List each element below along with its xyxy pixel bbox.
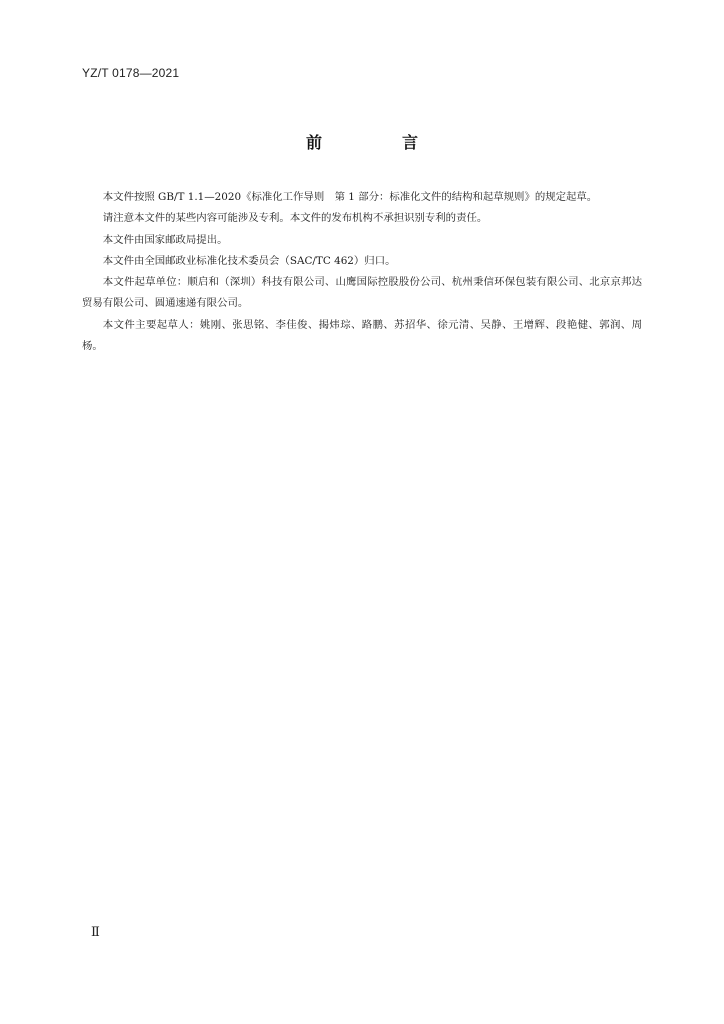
page-number: Ⅱ — [91, 925, 100, 940]
paragraph-patent-notice: 请注意本文件的某些内容可能涉及专利。本文件的发布机构不承担识别专利的责任。 — [102, 212, 488, 225]
foreword-body — [82, 187, 642, 357]
paragraph-drafting-organizations: 本文件起草单位：顺启和（深圳）科技有限公司、山鹰国际控股股份公司、杭州秉信环保包装有限公司、北京京邦达贸易有限公司、圆通速递有限公司。 — [82, 276, 642, 310]
paragraph-technical-committee: 本文件由全国邮政业标准化技术委员会（SAC/TC 462）归口。 — [102, 254, 396, 267]
paragraph-drafting-rules: 本文件按照 GB/T 1.1—2020《标准化工作导则 第 1 部分：标准化文件的结构和起草规则》的规定起草。 — [102, 191, 598, 203]
standard-code-header: YZ/T 0178—2021 — [82, 66, 180, 80]
paragraph-drafters: 本文件主要起草人：姚刚、张思铭、李佳俊、揭炜琮、路鹏、苏招华、徐元清、吴静、王增辉、段艳健、郭润、周杨。 — [82, 318, 642, 353]
page-title: 前 言 — [305, 133, 450, 152]
paragraph-proposer: 本文件由国家邮政局提出。 — [102, 233, 228, 246]
